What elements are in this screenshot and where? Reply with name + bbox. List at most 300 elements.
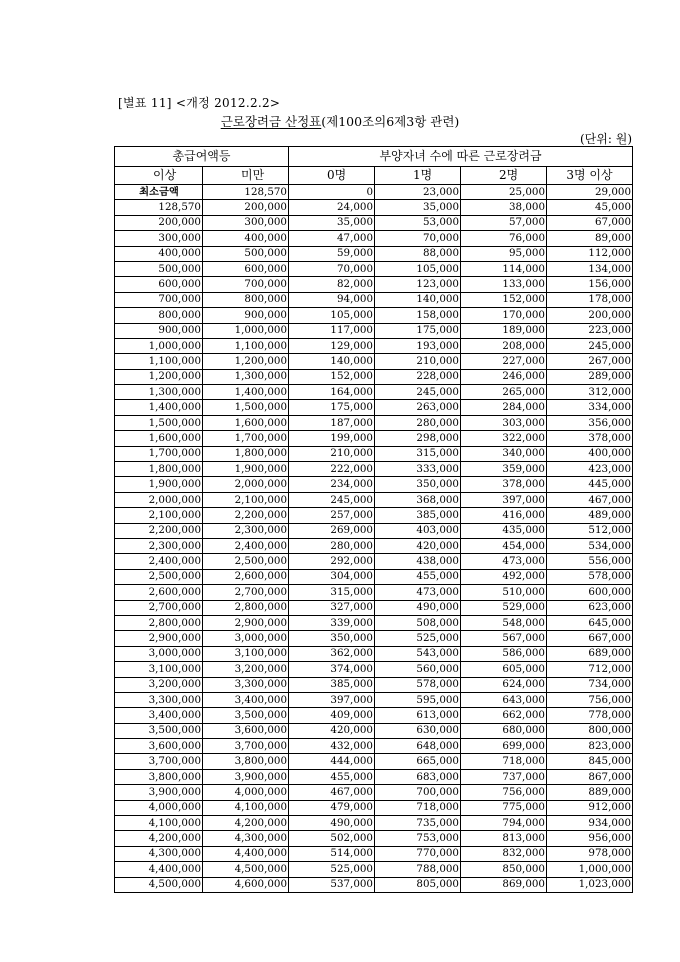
cell-max: 3,600,000 xyxy=(203,723,289,738)
cell-min: 400,000 xyxy=(115,246,203,261)
cell-3plus-children: 334,000 xyxy=(547,400,633,415)
cell-3plus-children: 512,000 xyxy=(547,523,633,538)
cell-max: 2,000,000 xyxy=(203,477,289,492)
cell-2-children: 548,000 xyxy=(461,615,547,630)
cell-0-children: 420,000 xyxy=(289,723,375,738)
table-row xyxy=(115,785,633,800)
cell-0-children: 245,000 xyxy=(289,492,375,507)
cell-min: 4,200,000 xyxy=(115,831,203,846)
cell-min: 2,300,000 xyxy=(115,538,203,553)
cell-min: 2,800,000 xyxy=(115,615,203,630)
cell-2-children: 680,000 xyxy=(461,723,547,738)
cell-0-children: 339,000 xyxy=(289,615,375,630)
table-row xyxy=(115,338,633,353)
cell-1-child: 770,000 xyxy=(375,846,461,861)
cell-1-child: 315,000 xyxy=(375,446,461,461)
cell-1-child: 560,000 xyxy=(375,662,461,677)
cell-max: 3,300,000 xyxy=(203,677,289,692)
cell-min: 1,700,000 xyxy=(115,446,203,461)
cell-3plus-children: 956,000 xyxy=(547,831,633,846)
cell-2-children: 662,000 xyxy=(461,708,547,723)
cell-0-children: 234,000 xyxy=(289,477,375,492)
cell-1-child: 105,000 xyxy=(375,261,461,276)
table-row xyxy=(115,431,633,446)
cell-max: 300,000 xyxy=(203,215,289,230)
table-row xyxy=(115,185,633,200)
cell-3plus-children: 712,000 xyxy=(547,662,633,677)
cell-3plus-children: 489,000 xyxy=(547,508,633,523)
cell-1-child: 665,000 xyxy=(375,754,461,769)
cell-1-child: 193,000 xyxy=(375,338,461,353)
cell-max: 2,700,000 xyxy=(203,585,289,600)
cell-max: 1,500,000 xyxy=(203,400,289,415)
cell-3plus-children: 978,000 xyxy=(547,846,633,861)
table-row xyxy=(115,862,633,877)
cell-1-child: 438,000 xyxy=(375,554,461,569)
cell-max: 3,400,000 xyxy=(203,692,289,707)
cell-1-child: 578,000 xyxy=(375,677,461,692)
cell-1-child: 368,000 xyxy=(375,492,461,507)
cell-1-child: 455,000 xyxy=(375,569,461,584)
cell-max: 3,700,000 xyxy=(203,739,289,754)
cell-0-children: 374,000 xyxy=(289,662,375,677)
cell-2-children: 586,000 xyxy=(461,646,547,661)
cell-min: 1,000,000 xyxy=(115,338,203,353)
cell-0-children: 94,000 xyxy=(289,292,375,307)
cell-max: 1,900,000 xyxy=(203,462,289,477)
cell-3plus-children: 89,000 xyxy=(547,231,633,246)
cell-0-children: 164,000 xyxy=(289,385,375,400)
cell-3plus-children: 556,000 xyxy=(547,554,633,569)
cell-1-child: 648,000 xyxy=(375,739,461,754)
cell-1-child: 210,000 xyxy=(375,354,461,369)
cell-1-child: 385,000 xyxy=(375,508,461,523)
header-col-2-children: 2명 xyxy=(461,167,547,185)
table-row xyxy=(115,708,633,723)
cell-3plus-children: 778,000 xyxy=(547,708,633,723)
cell-0-children: 199,000 xyxy=(289,431,375,446)
cell-2-children: 605,000 xyxy=(461,662,547,677)
cell-1-child: 508,000 xyxy=(375,615,461,630)
cell-max: 1,400,000 xyxy=(203,385,289,400)
cell-max: 800,000 xyxy=(203,292,289,307)
cell-2-children: 38,000 xyxy=(461,200,547,215)
cell-1-child: 298,000 xyxy=(375,431,461,446)
table-row xyxy=(115,585,633,600)
cell-max: 2,400,000 xyxy=(203,538,289,553)
document-title xyxy=(0,112,680,130)
cell-min: 4,000,000 xyxy=(115,800,203,815)
cell-min: 600,000 xyxy=(115,277,203,292)
table-row xyxy=(115,231,633,246)
cell-0-children: 210,000 xyxy=(289,446,375,461)
cell-2-children: 76,000 xyxy=(461,231,547,246)
cell-min: 4,100,000 xyxy=(115,816,203,831)
cell-2-children: 378,000 xyxy=(461,477,547,492)
cell-min: 3,500,000 xyxy=(115,723,203,738)
cell-1-child: 683,000 xyxy=(375,769,461,784)
header-col-1-child: 1명 xyxy=(375,167,461,185)
header-col-3plus-children: 3명 이상 xyxy=(547,167,633,185)
table-row xyxy=(115,723,633,738)
table-row xyxy=(115,631,633,646)
cell-min: 800,000 xyxy=(115,308,203,323)
cell-min: 2,200,000 xyxy=(115,523,203,538)
header-col-max: 미만 xyxy=(203,167,289,185)
cell-2-children: 303,000 xyxy=(461,415,547,430)
cell-max: 400,000 xyxy=(203,231,289,246)
earned-income-credit-table xyxy=(114,146,633,893)
header-col-min: 이상 xyxy=(115,167,203,185)
cell-1-child: 123,000 xyxy=(375,277,461,292)
cell-2-children: 189,000 xyxy=(461,323,547,338)
cell-max: 4,000,000 xyxy=(203,785,289,800)
cell-3plus-children: 156,000 xyxy=(547,277,633,292)
cell-0-children: 537,000 xyxy=(289,877,375,892)
cell-3plus-children: 67,000 xyxy=(547,215,633,230)
cell-0-children: 117,000 xyxy=(289,323,375,338)
cell-3plus-children: 445,000 xyxy=(547,477,633,492)
cell-3plus-children: 912,000 xyxy=(547,800,633,815)
cell-0-children: 222,000 xyxy=(289,462,375,477)
cell-3plus-children: 178,000 xyxy=(547,292,633,307)
table-row xyxy=(115,554,633,569)
cell-max: 2,600,000 xyxy=(203,569,289,584)
cell-0-children: 280,000 xyxy=(289,538,375,553)
table-row xyxy=(115,800,633,815)
cell-0-children: 514,000 xyxy=(289,846,375,861)
cell-2-children: 152,000 xyxy=(461,292,547,307)
cell-1-child: 473,000 xyxy=(375,585,461,600)
cell-0-children: 269,000 xyxy=(289,523,375,538)
cell-0-children: 187,000 xyxy=(289,415,375,430)
cell-0-children: 455,000 xyxy=(289,769,375,784)
appendix-label: [별표 11] <개정 2012.2.2> xyxy=(118,96,281,110)
cell-0-children: 47,000 xyxy=(289,231,375,246)
cell-1-child: 735,000 xyxy=(375,816,461,831)
cell-3plus-children: 600,000 xyxy=(547,585,633,600)
cell-min: 1,500,000 xyxy=(115,415,203,430)
cell-1-child: 718,000 xyxy=(375,800,461,815)
header-credit-by-children: 부양자녀 수에 따른 근로장려금 xyxy=(289,147,633,167)
cell-0-children: 327,000 xyxy=(289,600,375,615)
cell-3plus-children: 223,000 xyxy=(547,323,633,338)
cell-min: 3,300,000 xyxy=(115,692,203,707)
cell-0-children: 140,000 xyxy=(289,354,375,369)
cell-2-children: 322,000 xyxy=(461,431,547,446)
cell-0-children: 105,000 xyxy=(289,308,375,323)
table-row xyxy=(115,246,633,261)
cell-2-children: 25,000 xyxy=(461,185,547,200)
cell-2-children: 95,000 xyxy=(461,246,547,261)
cell-0-children: 257,000 xyxy=(289,508,375,523)
cell-0-children: 315,000 xyxy=(289,585,375,600)
table-row xyxy=(115,385,633,400)
cell-3plus-children: 112,000 xyxy=(547,246,633,261)
cell-0-children: 525,000 xyxy=(289,862,375,877)
cell-2-children: 208,000 xyxy=(461,338,547,353)
cell-1-child: 525,000 xyxy=(375,631,461,646)
cell-3plus-children: 889,000 xyxy=(547,785,633,800)
table-row xyxy=(115,462,633,477)
title-reference: (제100조의6제3항 관련) xyxy=(321,114,460,129)
table-row xyxy=(115,600,633,615)
cell-0-children: 59,000 xyxy=(289,246,375,261)
table-row xyxy=(115,523,633,538)
table-row xyxy=(115,615,633,630)
cell-0-children: 467,000 xyxy=(289,785,375,800)
cell-max: 4,200,000 xyxy=(203,816,289,831)
cell-min: 700,000 xyxy=(115,292,203,307)
cell-1-child: 543,000 xyxy=(375,646,461,661)
cell-3plus-children: 623,000 xyxy=(547,600,633,615)
table-row xyxy=(115,831,633,846)
cell-max: 2,900,000 xyxy=(203,615,289,630)
table-row xyxy=(115,369,633,384)
cell-min: 1,200,000 xyxy=(115,369,203,384)
cell-min: 2,500,000 xyxy=(115,569,203,584)
cell-3plus-children: 800,000 xyxy=(547,723,633,738)
cell-min: 3,000,000 xyxy=(115,646,203,661)
cell-1-child: 333,000 xyxy=(375,462,461,477)
cell-2-children: 359,000 xyxy=(461,462,547,477)
cell-2-children: 284,000 xyxy=(461,400,547,415)
header-col-0-children: 0명 xyxy=(289,167,375,185)
table-row xyxy=(115,323,633,338)
table-row xyxy=(115,877,633,892)
cell-min: 300,000 xyxy=(115,231,203,246)
cell-2-children: 454,000 xyxy=(461,538,547,553)
cell-1-child: 280,000 xyxy=(375,415,461,430)
cell-2-children: 246,000 xyxy=(461,369,547,384)
cell-1-child: 788,000 xyxy=(375,862,461,877)
cell-1-child: 805,000 xyxy=(375,877,461,892)
cell-min: 2,000,000 xyxy=(115,492,203,507)
cell-max: 4,500,000 xyxy=(203,862,289,877)
title-main: 근로장려금 산정표 xyxy=(220,114,322,129)
table-row xyxy=(115,400,633,415)
cell-2-children: 435,000 xyxy=(461,523,547,538)
table-row xyxy=(115,200,633,215)
table-row xyxy=(115,492,633,507)
cell-2-children: 624,000 xyxy=(461,677,547,692)
cell-2-children: 114,000 xyxy=(461,261,547,276)
cell-3plus-children: 312,000 xyxy=(547,385,633,400)
table-row xyxy=(115,646,633,661)
cell-2-children: 699,000 xyxy=(461,739,547,754)
table-row xyxy=(115,662,633,677)
cell-0-children: 0 xyxy=(289,185,375,200)
cell-2-children: 227,000 xyxy=(461,354,547,369)
table-row xyxy=(115,508,633,523)
cell-0-children: 362,000 xyxy=(289,646,375,661)
cell-1-child: 245,000 xyxy=(375,385,461,400)
cell-min: 3,200,000 xyxy=(115,677,203,692)
cell-3plus-children: 823,000 xyxy=(547,739,633,754)
cell-max: 3,800,000 xyxy=(203,754,289,769)
cell-min: 1,600,000 xyxy=(115,431,203,446)
cell-1-child: 595,000 xyxy=(375,692,461,707)
cell-0-children: 152,000 xyxy=(289,369,375,384)
cell-1-child: 53,000 xyxy=(375,215,461,230)
cell-min: 3,400,000 xyxy=(115,708,203,723)
cell-max: 2,300,000 xyxy=(203,523,289,538)
cell-3plus-children: 356,000 xyxy=(547,415,633,430)
cell-1-child: 175,000 xyxy=(375,323,461,338)
cell-max: 1,200,000 xyxy=(203,354,289,369)
table-row xyxy=(115,538,633,553)
cell-max: 700,000 xyxy=(203,277,289,292)
cell-0-children: 409,000 xyxy=(289,708,375,723)
table-row xyxy=(115,769,633,784)
cell-3plus-children: 467,000 xyxy=(547,492,633,507)
table-body xyxy=(115,185,633,893)
table-row xyxy=(115,677,633,692)
table-row xyxy=(115,215,633,230)
table-row xyxy=(115,415,633,430)
cell-2-children: 57,000 xyxy=(461,215,547,230)
cell-3plus-children: 378,000 xyxy=(547,431,633,446)
cell-min: 500,000 xyxy=(115,261,203,276)
cell-2-children: 813,000 xyxy=(461,831,547,846)
table-row xyxy=(115,754,633,769)
cell-2-children: 473,000 xyxy=(461,554,547,569)
cell-min: 1,400,000 xyxy=(115,400,203,415)
cell-0-children: 490,000 xyxy=(289,816,375,831)
cell-max: 2,100,000 xyxy=(203,492,289,507)
cell-3plus-children: 756,000 xyxy=(547,692,633,707)
cell-min: 3,600,000 xyxy=(115,739,203,754)
cell-3plus-children: 400,000 xyxy=(547,446,633,461)
cell-min: 3,700,000 xyxy=(115,754,203,769)
cell-max: 128,570 xyxy=(203,185,289,200)
cell-2-children: 794,000 xyxy=(461,816,547,831)
cell-3plus-children: 734,000 xyxy=(547,677,633,692)
cell-1-child: 263,000 xyxy=(375,400,461,415)
cell-max: 2,200,000 xyxy=(203,508,289,523)
cell-2-children: 397,000 xyxy=(461,492,547,507)
table-row xyxy=(115,477,633,492)
cell-2-children: 340,000 xyxy=(461,446,547,461)
cell-3plus-children: 200,000 xyxy=(547,308,633,323)
cell-1-child: 490,000 xyxy=(375,600,461,615)
table-row xyxy=(115,354,633,369)
cell-3plus-children: 845,000 xyxy=(547,754,633,769)
cell-0-children: 397,000 xyxy=(289,692,375,707)
cell-min: 128,570 xyxy=(115,200,203,215)
cell-1-child: 630,000 xyxy=(375,723,461,738)
cell-3plus-children: 1,023,000 xyxy=(547,877,633,892)
table-row xyxy=(115,308,633,323)
unit-label: (단위: 원) xyxy=(580,132,632,146)
cell-1-child: 140,000 xyxy=(375,292,461,307)
cell-1-child: 23,000 xyxy=(375,185,461,200)
cell-3plus-children: 245,000 xyxy=(547,338,633,353)
table-row xyxy=(115,292,633,307)
cell-3plus-children: 29,000 xyxy=(547,185,633,200)
cell-2-children: 492,000 xyxy=(461,569,547,584)
cell-2-children: 850,000 xyxy=(461,862,547,877)
cell-2-children: 510,000 xyxy=(461,585,547,600)
cell-max: 1,300,000 xyxy=(203,369,289,384)
cell-min: 2,700,000 xyxy=(115,600,203,615)
cell-3plus-children: 645,000 xyxy=(547,615,633,630)
cell-0-children: 502,000 xyxy=(289,831,375,846)
cell-max: 500,000 xyxy=(203,246,289,261)
cell-1-child: 35,000 xyxy=(375,200,461,215)
cell-1-child: 700,000 xyxy=(375,785,461,800)
cell-min: 2,400,000 xyxy=(115,554,203,569)
cell-max: 1,600,000 xyxy=(203,415,289,430)
cell-min: 최소금액 xyxy=(115,185,203,200)
cell-2-children: 265,000 xyxy=(461,385,547,400)
cell-min: 3,800,000 xyxy=(115,769,203,784)
cell-1-child: 753,000 xyxy=(375,831,461,846)
cell-min: 2,600,000 xyxy=(115,585,203,600)
cell-0-children: 444,000 xyxy=(289,754,375,769)
cell-3plus-children: 1,000,000 xyxy=(547,862,633,877)
cell-0-children: 479,000 xyxy=(289,800,375,815)
cell-2-children: 529,000 xyxy=(461,600,547,615)
cell-max: 4,100,000 xyxy=(203,800,289,815)
cell-3plus-children: 578,000 xyxy=(547,569,633,584)
cell-0-children: 175,000 xyxy=(289,400,375,415)
cell-max: 2,800,000 xyxy=(203,600,289,615)
header-total-pay: 총급여액등 xyxy=(115,147,289,167)
cell-3plus-children: 45,000 xyxy=(547,200,633,215)
cell-min: 2,900,000 xyxy=(115,631,203,646)
cell-0-children: 70,000 xyxy=(289,261,375,276)
cell-max: 600,000 xyxy=(203,261,289,276)
cell-1-child: 350,000 xyxy=(375,477,461,492)
cell-0-children: 432,000 xyxy=(289,739,375,754)
cell-max: 4,300,000 xyxy=(203,831,289,846)
cell-2-children: 170,000 xyxy=(461,308,547,323)
cell-min: 3,900,000 xyxy=(115,785,203,800)
cell-3plus-children: 667,000 xyxy=(547,631,633,646)
cell-2-children: 643,000 xyxy=(461,692,547,707)
cell-3plus-children: 267,000 xyxy=(547,354,633,369)
cell-0-children: 292,000 xyxy=(289,554,375,569)
cell-3plus-children: 867,000 xyxy=(547,769,633,784)
cell-2-children: 775,000 xyxy=(461,800,547,815)
cell-3plus-children: 689,000 xyxy=(547,646,633,661)
cell-0-children: 385,000 xyxy=(289,677,375,692)
cell-min: 4,500,000 xyxy=(115,877,203,892)
cell-min: 200,000 xyxy=(115,215,203,230)
table-row xyxy=(115,277,633,292)
cell-max: 1,000,000 xyxy=(203,323,289,338)
cell-2-children: 416,000 xyxy=(461,508,547,523)
cell-0-children: 304,000 xyxy=(289,569,375,584)
cell-min: 1,900,000 xyxy=(115,477,203,492)
cell-2-children: 756,000 xyxy=(461,785,547,800)
table-row xyxy=(115,569,633,584)
cell-2-children: 718,000 xyxy=(461,754,547,769)
cell-min: 2,100,000 xyxy=(115,508,203,523)
cell-1-child: 403,000 xyxy=(375,523,461,538)
cell-2-children: 869,000 xyxy=(461,877,547,892)
cell-1-child: 88,000 xyxy=(375,246,461,261)
cell-0-children: 35,000 xyxy=(289,215,375,230)
cell-1-child: 420,000 xyxy=(375,538,461,553)
cell-min: 1,100,000 xyxy=(115,354,203,369)
cell-3plus-children: 134,000 xyxy=(547,261,633,276)
cell-max: 2,500,000 xyxy=(203,554,289,569)
cell-min: 4,400,000 xyxy=(115,862,203,877)
table-row xyxy=(115,739,633,754)
cell-1-child: 158,000 xyxy=(375,308,461,323)
